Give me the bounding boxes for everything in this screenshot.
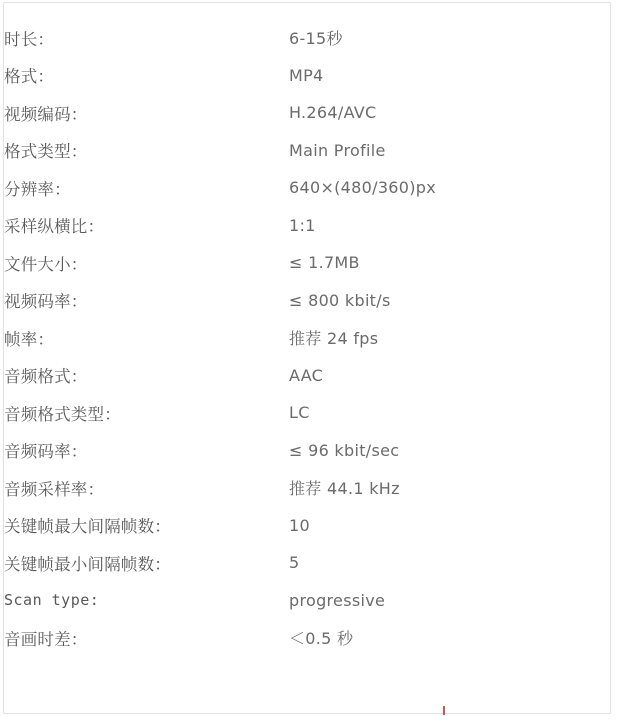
- table-row: [4, 282, 610, 320]
- table-row: [4, 57, 610, 95]
- spec-value: MP4: [289, 65, 324, 85]
- spec-label: 音频采样率：: [4, 480, 105, 499]
- table-row: [4, 469, 610, 507]
- table-row: [4, 544, 610, 582]
- spec-table-body: [4, 19, 610, 657]
- spec-label: 关键帧最大间隔帧数：: [4, 518, 171, 537]
- table-row: [4, 507, 610, 545]
- spec-label: 音频格式类型：: [4, 405, 121, 424]
- spec-label: 采样纵横比：: [4, 218, 105, 237]
- spec-label: 视频编码：: [4, 105, 88, 124]
- spec-value: progressive: [289, 590, 386, 610]
- spec-label: 文件大小：: [4, 255, 88, 274]
- spec-value: LC: [289, 403, 310, 423]
- spec-value: ≤ 800 kbit/s: [289, 290, 391, 310]
- table-row: [4, 244, 610, 282]
- table-row: [4, 132, 610, 170]
- spec-value: H.264/AVC: [289, 103, 377, 123]
- spec-value: 推荐 24 fps: [289, 329, 379, 349]
- table-row: [4, 619, 610, 657]
- spec-value: 推荐 44.1 kHz: [289, 479, 400, 499]
- spec-label: 音频格式：: [4, 368, 88, 387]
- table-row: [4, 394, 610, 432]
- table-row: [4, 94, 610, 132]
- spec-label: 格式类型：: [4, 143, 88, 162]
- spec-label: 帧率：: [4, 330, 55, 349]
- spec-value: ≤ 96 kbit/sec: [289, 440, 400, 460]
- spec-label: 时长：: [4, 30, 55, 49]
- spec-value: ≤ 1.7MB: [289, 253, 360, 273]
- spec-value: 5: [289, 553, 300, 573]
- spec-label: 音频码率：: [4, 443, 88, 462]
- spec-label: 分辨率：: [4, 180, 71, 199]
- table-row: [4, 19, 610, 57]
- spec-value: 1:1: [289, 215, 316, 235]
- video-spec-panel: [3, 2, 611, 714]
- spec-label: 关键帧最小间隔帧数：: [4, 555, 171, 574]
- spec-label: Scan type:: [4, 591, 100, 610]
- spec-value: ＜0.5 秒: [289, 629, 354, 649]
- spec-value: 6-15秒: [289, 29, 343, 49]
- table-row: [4, 582, 610, 620]
- spec-label: 音画时差：: [4, 630, 88, 649]
- table-row: [4, 207, 610, 245]
- table-row: [4, 357, 610, 395]
- spec-value: AAC: [289, 365, 324, 385]
- table-row: [4, 432, 610, 470]
- spec-label: 视频码率：: [4, 293, 88, 312]
- table-row: [4, 169, 610, 207]
- table-row: [4, 319, 610, 357]
- spec-value: 10: [289, 515, 310, 535]
- spec-label: 格式：: [4, 68, 55, 87]
- spec-value: Main Profile: [289, 140, 386, 160]
- text-cursor-marker: [443, 706, 445, 715]
- spec-table: [4, 19, 610, 657]
- spec-value: 640×(480/360)px: [289, 178, 437, 198]
